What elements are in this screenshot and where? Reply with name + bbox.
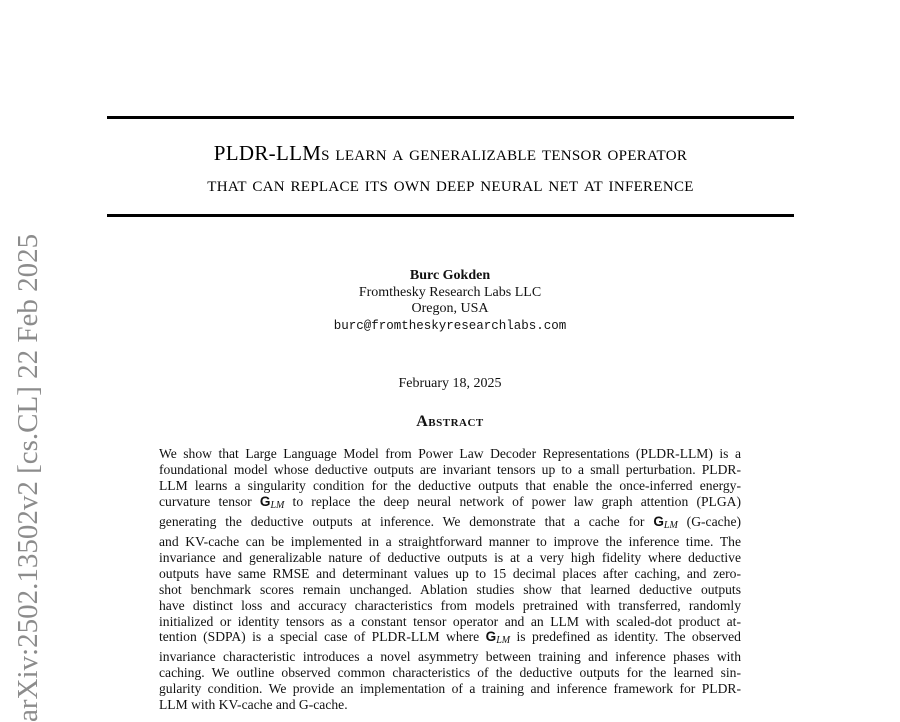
abstract-heading: Abstract xyxy=(416,413,484,430)
abstract-line: outputs have same RMSE and determinant values up to 15 decimal places after caching, and zero- xyxy=(159,565,741,581)
abstract-line: invariance characteristic introduces a novel asymmetry between training and inference phases with xyxy=(159,649,741,665)
tensor-subscript: LM xyxy=(270,499,285,511)
abstract-line: invariance and generalizable nature of deductive outputs is at a very high fidelity where deductive xyxy=(159,549,741,565)
abstract-line: LLM learns a singularity condition for the deductive outputs that enable the once-inferred energy- xyxy=(159,477,741,493)
paper-date: February 18, 2025 xyxy=(398,376,502,391)
abstract-line xyxy=(159,514,741,534)
tensor-symbol: G xyxy=(653,513,664,529)
title-bottom-rule xyxy=(107,214,794,217)
abstract-line: have distinct loss and accuracy characteristics from models pretrained with transferred, randomly xyxy=(159,597,741,613)
author-name: Burc Gokden xyxy=(409,268,491,283)
abstract-line xyxy=(159,494,741,514)
abstract-line: shot benchmark scores remain unchanged. Ablation studies show that learned deductive outputs xyxy=(159,581,741,597)
tensor-symbol: G xyxy=(485,629,497,645)
title-line-2: that can replace its own deep neural net at inference xyxy=(207,172,694,196)
abstract-text: (G-cache) xyxy=(677,513,742,529)
abstract-text: to replace the deep neural network of power law graph attention (PLGA) xyxy=(284,493,741,509)
abstract-line xyxy=(159,629,741,649)
abstract-body xyxy=(159,446,741,713)
author-location: Oregon, USA xyxy=(411,301,489,316)
abstract-text: tention (SDPA) is a special case of PLDR-LLM where xyxy=(159,629,486,645)
title-line-1: PLDR-LLMs learn a generalizable tensor operator xyxy=(213,141,688,165)
abstract-line: gularity condition. We provide an implementation of a training and inference framework for PLDR- xyxy=(159,681,741,697)
abstract-line: LLM with KV-cache and G-cache. xyxy=(159,697,348,713)
abstract-line: and KV-cache can be implemented in a straightforward manner to improve the inference time. The xyxy=(159,533,741,549)
author-block xyxy=(0,268,900,334)
abstract-text: generating the deductive outputs at inference. We demonstrate that a cache for xyxy=(159,513,654,529)
abstract-line: foundational model whose deductive outputs are invariant tensors up to a small perturbation. PLDR- xyxy=(159,461,741,477)
abstract-line: We show that Large Language Model from Power Law Decoder Representations (PLDR-LLM) is a xyxy=(159,446,741,461)
title-top-rule xyxy=(107,116,794,119)
paper-title xyxy=(107,138,794,200)
author-email[interactable]: burc@fromtheskyresearchlabs.com xyxy=(333,318,567,333)
abstract-text: curvature tensor xyxy=(159,493,260,509)
abstract-text: is predefined as identity. The observed xyxy=(510,629,741,645)
tensor-subscript: LM xyxy=(496,635,511,647)
tensor-symbol: G xyxy=(259,493,271,509)
abstract-line: initialized or identity tensors as a constant tensor operator and an LLM with scaled-dot product at- xyxy=(159,613,741,629)
tensor-subscript: LM xyxy=(663,519,678,531)
abstract-line: caching. We outline observed common characteristics of the deductive outputs for the learned sin- xyxy=(159,665,741,681)
author-affiliation: Fromthesky Research Labs LLC xyxy=(358,284,542,300)
arxiv-identifier-stamp: arXiv:2502.13502v2 [cs.CL] 22 Feb 2025 xyxy=(12,233,44,722)
